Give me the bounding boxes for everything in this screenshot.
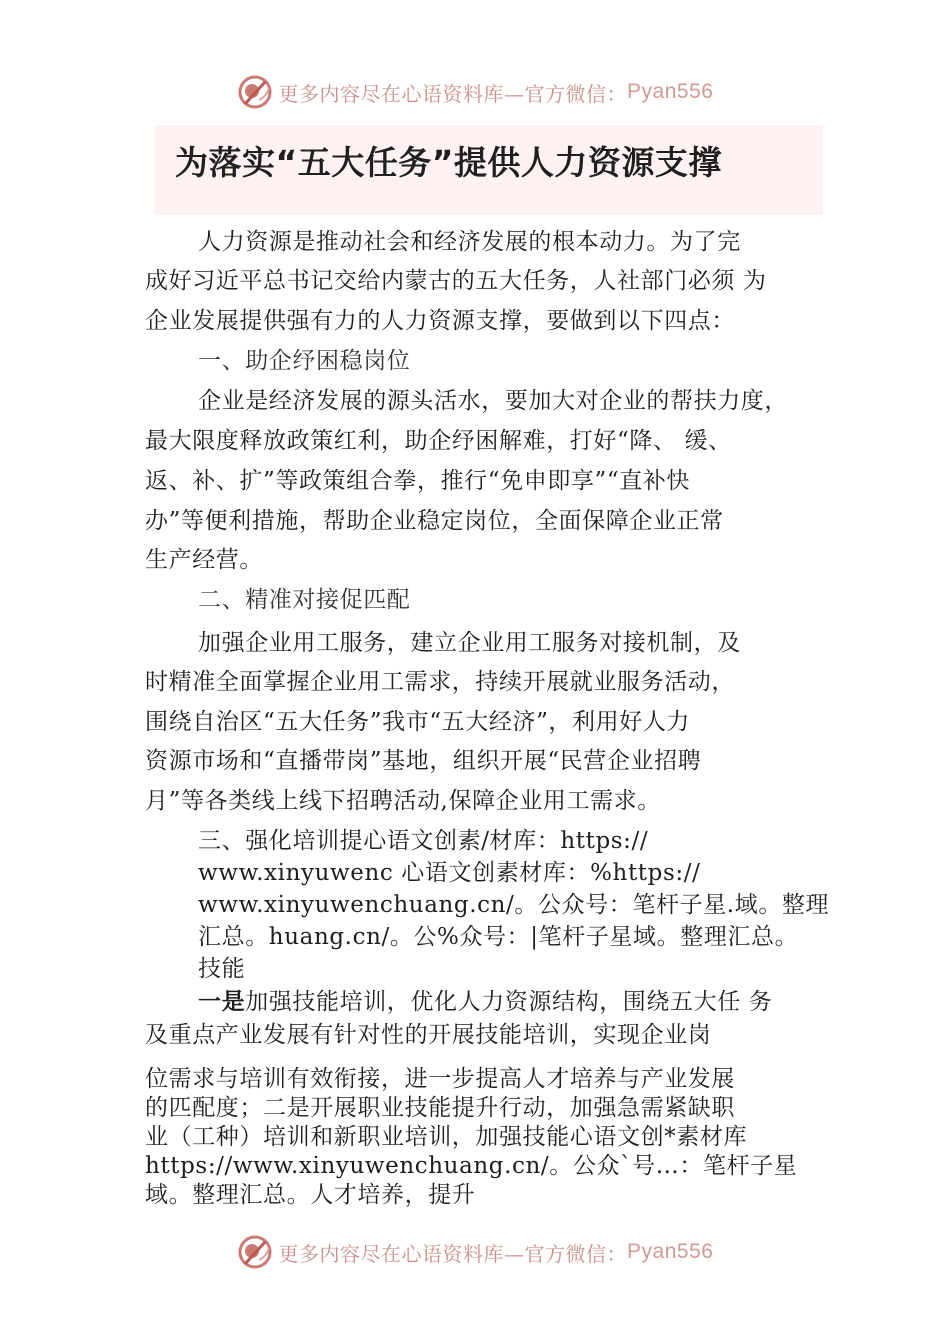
title-box xyxy=(155,125,823,215)
bold-lead: 一是 xyxy=(198,989,246,1015)
paragraph-line: 最大限度释放政策红利，助企纾困解难，打好“降、 缓、 xyxy=(145,428,732,454)
section-heading-3-line: 汇总。huang.cn/。公%众号：|笔杆子星域。整理汇总。 xyxy=(198,924,799,950)
paragraph-line: 业（工种）培训和新职业培训，加强技能心语文创*素材库 xyxy=(145,1124,748,1150)
paragraph-line: 企业是经济发展的源头活水，要加大对企业的帮扶力度， xyxy=(198,388,788,414)
section-heading-2: 二、精准对接促匹配 xyxy=(198,587,411,613)
brand-logo-icon xyxy=(237,1234,273,1270)
paragraph-line: 及重点产业发展有针对性的开展技能培训，实现企业岗 xyxy=(145,1022,712,1048)
banner-wechat-id: Pyan556 xyxy=(627,1240,714,1263)
section-heading-3-line: www.xinyuwenc 心语文创素材库：%https:// xyxy=(198,860,701,886)
paragraph-line: 生产经营。 xyxy=(145,547,263,573)
paragraph-line: 资源市场和“直播带岗”基地，组织开展“民营企业招聘 xyxy=(145,748,702,774)
section-heading-1: 一、助企纾困稳岗位 xyxy=(198,348,411,374)
paragraph-line: 月”等各类线上线下招聘活动,保障企业用工需求。 xyxy=(145,788,661,814)
paragraph-line: 的匹配度；二是开展职业技能提升行动，加强急需紧缺职 xyxy=(145,1095,735,1121)
paragraph-line: https://www.xinyuwenchuang.cn/。公众`号…：笔杆子星 xyxy=(145,1153,798,1179)
section-heading-3-line: 技能 xyxy=(198,956,246,982)
paragraph-line: 人力资源是推动社会和经济发展的根本动力。为了完 xyxy=(198,229,741,255)
paragraph-line: 成好习近平总书记交给内蒙古的五大任务，人社部门必须 为 xyxy=(145,268,767,294)
footer-watermark-banner xyxy=(0,1230,950,1274)
paragraph-line-rest: 加强技能培训，优化人力资源结构，围绕五大任 务 xyxy=(245,989,773,1015)
section-heading-3-line: 三、强化培训提心语文创素/材库：https:// xyxy=(198,828,649,854)
banner-text: 更多内容尽在心语资料库—官方微信： xyxy=(278,1241,628,1266)
paragraph-line: 返、补、扩”等政策组合拳，推行“免申即享”“直补快 xyxy=(145,468,691,494)
brand-logo-icon xyxy=(237,74,273,110)
paragraph-line: 域。整理汇总。人才培养，提升 xyxy=(145,1182,476,1208)
page-title: 为落实“五大任务”提供人力资源支撑 xyxy=(175,143,722,182)
paragraph-line: 位需求与培训有效衔接，进一步提高人才培养与产业发展 xyxy=(145,1066,735,1092)
paragraph-line xyxy=(198,987,772,1017)
paragraph-line: 企业发展提供强有力的人力资源支撑，要做到以下四点： xyxy=(145,308,735,334)
banner-text: 更多内容尽在心语资料库—官方微信： xyxy=(278,81,628,106)
banner-wechat-id: Pyan556 xyxy=(627,80,714,103)
section-heading-3-line: www.xinyuwenchuang.cn/。公众号：笔杆子星.域。整理 xyxy=(198,892,830,918)
header-watermark-banner xyxy=(0,70,950,114)
paragraph-line: 时精准全面掌握企业用工需求，持续开展就业服务活动， xyxy=(145,669,735,695)
paragraph-line: 加强企业用工服务，建立企业用工服务对接机制，及 xyxy=(198,630,741,656)
paragraph-line: 围绕自治区“五大任务”我市“五大经济”，利用好人力 xyxy=(145,709,691,735)
paragraph-line: 办”等便利措施，帮助企业稳定岗位，全面保障企业正常 xyxy=(145,508,724,534)
